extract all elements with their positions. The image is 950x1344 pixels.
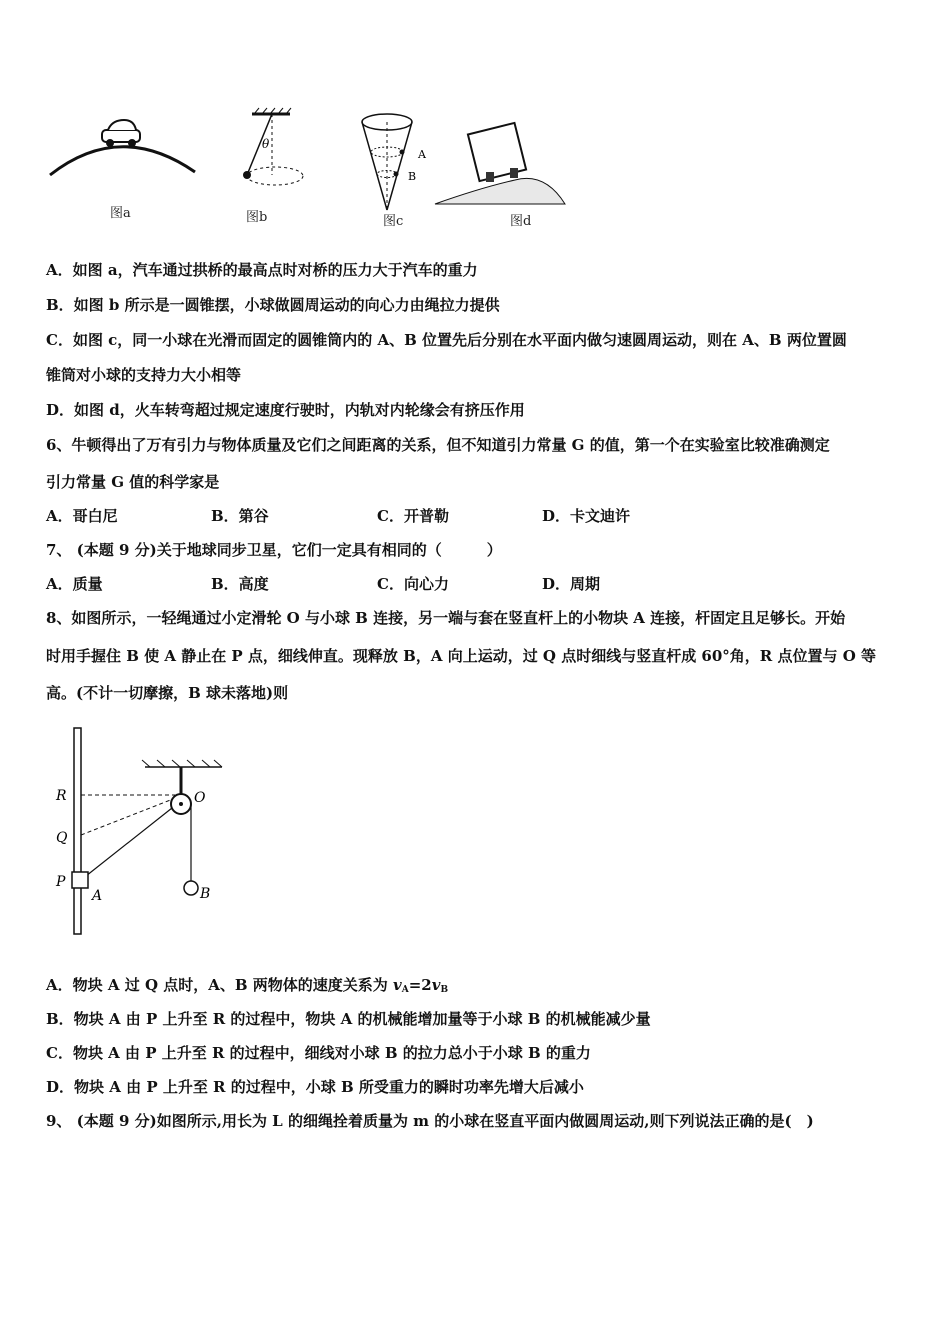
q5-option-d: D．如图 d，火车转弯超过规定速度行驶时，内轨对内轮缘会有挤压作用 — [46, 401, 525, 419]
fig-a-caption: 图a — [110, 206, 131, 221]
label-a: A — [92, 888, 103, 904]
q6-stem-line1: 6、牛顿得出了万有引力与物体质量及它们之间距离的关系，但不知道引力常量 G 的值，第一个在实验室比较准确测定 — [46, 436, 830, 454]
q5-option-c-line1: C．如图 c，同一小球在光滑而固定的圆锥筒内的 A、B 位置先后分别在水平面内做匀速圆周运动，则在 A、B 两位置圆 — [46, 331, 847, 349]
block-a — [72, 872, 88, 888]
q7-option-a: A．质量 — [46, 575, 103, 593]
q8-option-b: B．物块 A 由 P 上升至 R 的过程中，物块 A 的机械能增加量等于小球 B 的机械能减少量 — [46, 1010, 651, 1028]
q8-figure-pulley — [50, 722, 240, 942]
label-b: B — [200, 886, 211, 902]
fig-b-conical-pendulum — [243, 108, 303, 185]
q8-option-a-sub-b: B — [440, 985, 449, 995]
fig-c-label-a: A — [418, 148, 426, 161]
label-q: Q — [56, 830, 68, 846]
q7-stem: 7、 (本题 9 分)关于地球同步卫星，它们一定具有相同的（ ） — [46, 541, 502, 559]
q9-stem: 9、 (本题 9 分)如图所示,用长为 L 的细绳拴着质量为 m 的小球在竖直平面内做圆周运动,则下列说法正确的是( ) — [46, 1112, 814, 1130]
q7-option-d: D．周期 — [542, 575, 601, 593]
theta-label: θ — [262, 137, 270, 151]
q8-stem-line1: 8、如图所示，一轻绳通过小定滑轮 O 与小球 B 连接，另一端与套在竖直杆上的小物块 A 连接，杆固定且足够长。开始 — [46, 609, 846, 627]
fig-d-caption: 图d — [510, 214, 532, 229]
q8-stem-line2: 时用手握住 B 使 A 静止在 P 点，细线伸直。现释放 B，A 向上运动，过 Q 点时细线与竖直杆成 60°角，R 点位置与 O 等 — [46, 647, 876, 665]
q8-option-c: C．物块 A 由 P 上升至 R 的过程中，细线对小球 B 的拉力总小于小球 B 的重力 — [46, 1044, 591, 1062]
q8-stem-line3: 高。(不计一切摩擦，B 球未落地)则 — [46, 684, 289, 702]
fig-b-caption: 图b — [246, 210, 268, 225]
q7-option-c: C．向心力 — [377, 575, 449, 593]
q8-option-a — [46, 975, 448, 1000]
vertical-rod — [74, 728, 81, 934]
car-icon — [102, 120, 140, 147]
fig-a-arch-bridge — [50, 120, 195, 175]
q6-stem-line2: 引力常量 G 值的科学家是 — [46, 473, 220, 491]
fig-c-caption: 图c — [383, 214, 404, 229]
q6-option-c: C．开普勒 — [377, 507, 449, 525]
q7-option-b: B．高度 — [211, 575, 269, 593]
q8-option-a-vb: v — [431, 976, 441, 994]
fig-c-cone — [362, 114, 427, 210]
fig-d-train-curve — [435, 123, 565, 204]
q8-option-d: D．物块 A 由 P 上升至 R 的过程中，小球 B 所受重力的瞬时功率先增大后减小 — [46, 1078, 584, 1096]
q6-option-d: D．卡文迪许 — [542, 507, 631, 525]
fig-c-label-b: B — [408, 170, 417, 183]
ball-b — [184, 881, 198, 895]
label-p: P — [56, 874, 66, 890]
q8-option-a-eq: =2 — [408, 976, 432, 994]
label-r: R — [56, 788, 67, 804]
q5-option-a: A．如图 a，汽车通过拱桥的最高点时对桥的压力大于汽车的重力 — [46, 261, 478, 279]
q8-option-a-va: v — [393, 976, 402, 994]
q8-option-a-sub-a: A — [401, 985, 409, 995]
q8-option-a-text: A．物块 A 过 Q 点时，A、B 两物体的速度关系为 — [46, 976, 393, 994]
q6-option-a: A．哥白尼 — [46, 507, 118, 525]
q5-option-c-line2: 锥筒对小球的支持力大小相等 — [46, 366, 242, 384]
label-o: O — [194, 790, 206, 806]
q6-option-b: B．第谷 — [211, 507, 269, 525]
q5-option-b: B．如图 b 所示是一圆锥摆，小球做圆周运动的向心力由绳拉力提供 — [46, 296, 500, 314]
